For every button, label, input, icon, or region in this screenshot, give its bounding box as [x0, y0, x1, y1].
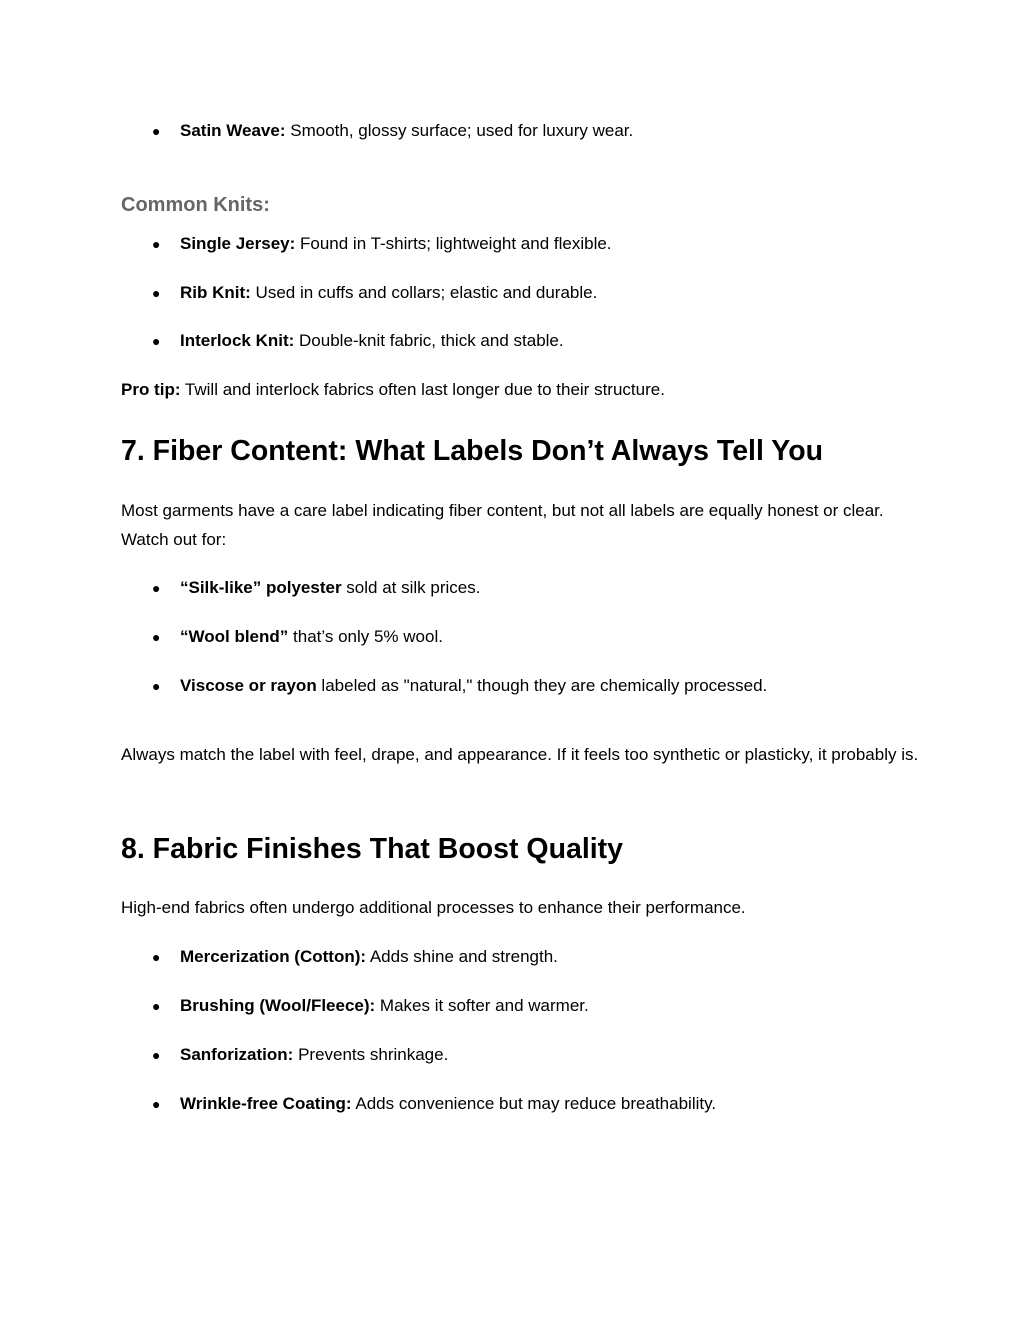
- bullet-icon: ●: [152, 580, 161, 596]
- bullet-icon: ●: [152, 949, 161, 965]
- list-item-term: Viscose or rayon: [180, 676, 317, 695]
- list-item-text: Makes it softer and warmer.: [375, 996, 589, 1015]
- list-item-text: that’s only 5% wool.: [288, 627, 443, 646]
- bullet-icon: ●: [152, 1096, 161, 1112]
- bullet-icon: ●: [152, 678, 161, 694]
- list-item: [152, 282, 597, 304]
- list-item: [152, 946, 558, 968]
- list-item-term: Satin Weave:: [180, 121, 286, 140]
- list-item: [152, 1044, 448, 1066]
- list-item-text: Smooth, glossy surface; used for luxury wear.: [285, 121, 634, 140]
- bullet-icon: ●: [152, 629, 161, 645]
- subheading-common-knits: Common Knits:: [121, 194, 270, 216]
- list-item-term: Interlock Knit:: [180, 331, 295, 350]
- list-item-term: Rib Knit:: [180, 283, 251, 302]
- list-item-term: Single Jersey:: [180, 234, 296, 253]
- bullet-icon: ●: [152, 333, 161, 349]
- list-item-text: Found in T-shirts; lightweight and flexible.: [295, 234, 612, 253]
- list-item-text: Prevents shrinkage.: [293, 1045, 449, 1064]
- list-item-term: “Silk-like” polyester: [180, 578, 342, 597]
- list-item: [152, 995, 589, 1017]
- list-item: [152, 577, 480, 599]
- list-item-text: Double-knit fabric, thick and stable.: [294, 331, 564, 350]
- bullet-icon: ●: [152, 236, 161, 252]
- list-item-text: sold at silk prices.: [341, 578, 481, 597]
- bullet-icon: ●: [152, 998, 161, 1014]
- section-heading-fabric-finishes: 8. Fabric Finishes That Boost Quality: [121, 833, 624, 865]
- list-item-term: Mercerization (Cotton):: [180, 947, 367, 966]
- section-intro-paragraph: High-end fabrics often undergo additional processes to enhance their performance.: [121, 898, 746, 917]
- list-item-text: Adds shine and strength.: [366, 947, 558, 966]
- pro-tip-label: Pro tip:: [121, 380, 181, 399]
- bullet-icon: ●: [152, 1047, 161, 1063]
- list-item: [152, 330, 564, 352]
- bullet-icon: ●: [152, 285, 161, 301]
- list-item-term: Wrinkle-free Coating:: [180, 1094, 352, 1113]
- pro-tip-text: Twill and interlock fabrics often last longer due to their structure.: [180, 380, 665, 399]
- list-item-term: “Wool blend”: [180, 627, 289, 646]
- section-intro-paragraph: Most garments have a care label indicating fiber content, but not all labels are equally honest or clear. Watch out for:: [121, 501, 884, 549]
- list-item-text: labeled as "natural," though they are chemically processed.: [316, 676, 768, 695]
- section-closing-paragraph: Always match the label with feel, drape, and appearance. If it feels too synthetic or plasticky, it probably is.: [121, 745, 919, 764]
- pro-tip: [121, 379, 665, 401]
- list-item-term: Sanforization:: [180, 1045, 294, 1064]
- list-item-text: Adds convenience but may reduce breathability.: [351, 1094, 717, 1113]
- list-item: [152, 120, 633, 142]
- list-item: [152, 675, 767, 697]
- list-item-text: Used in cuffs and collars; elastic and durable.: [250, 283, 598, 302]
- list-item: [152, 1093, 716, 1115]
- list-item: [152, 626, 443, 648]
- list-item: [152, 233, 612, 255]
- bullet-icon: ●: [152, 123, 161, 139]
- section-heading-fiber-content: 7. Fiber Content: What Labels Don’t Always Tell You: [121, 435, 824, 467]
- list-item-term: Brushing (Wool/Fleece):: [180, 996, 376, 1015]
